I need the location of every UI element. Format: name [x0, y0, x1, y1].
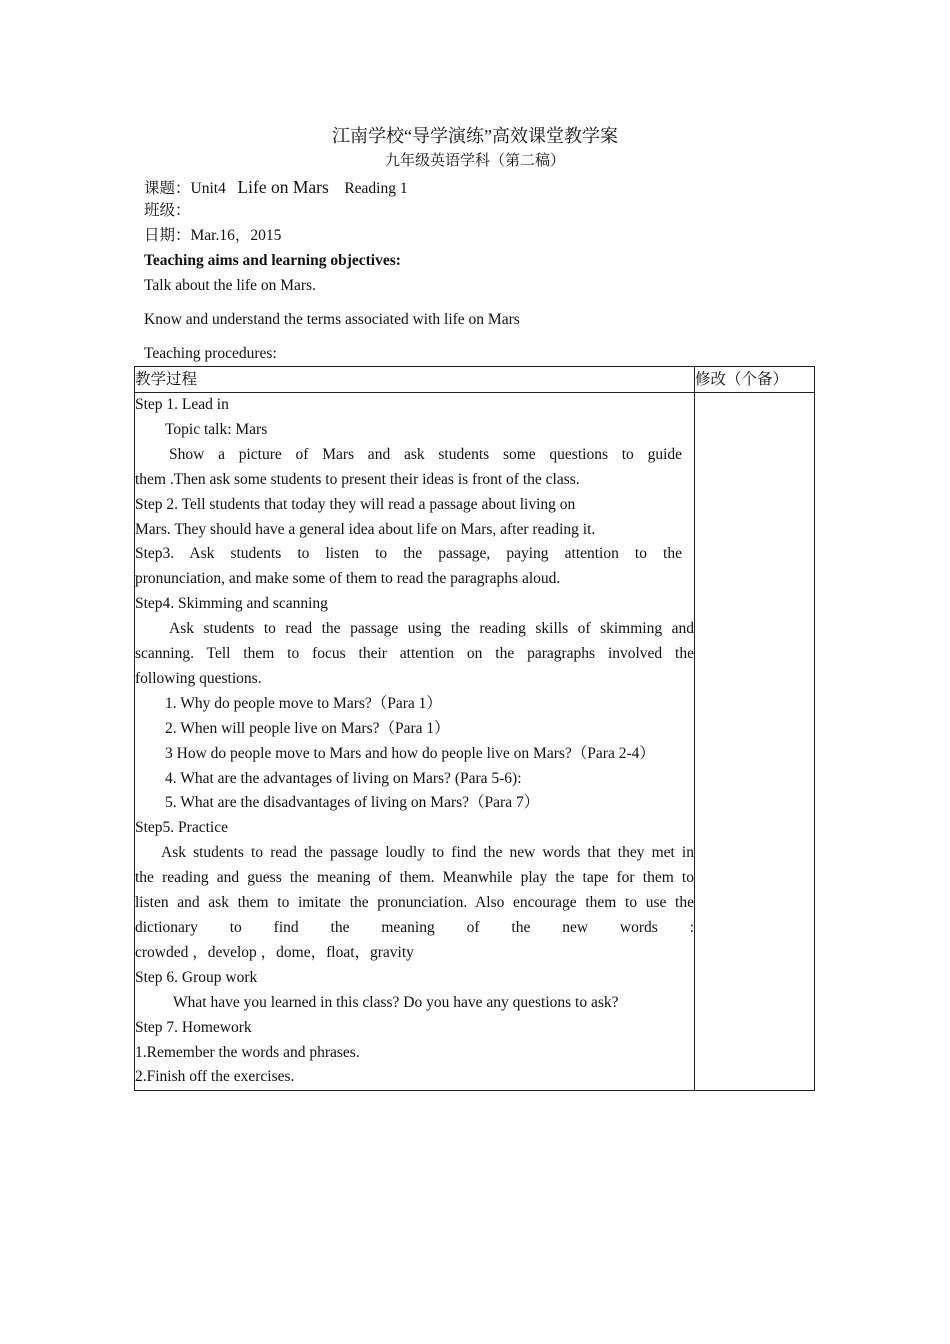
- topic-unit: Unit4: [190, 180, 226, 197]
- step5-line-b: the reading and guess the meaning of them. Meanwhile play the tape for them to: [135, 869, 694, 887]
- topic-name: Life on Mars: [237, 177, 329, 197]
- aims-line-1: Talk about the life on Mars.: [144, 277, 316, 294]
- col-process-header: 教学过程: [135, 367, 695, 393]
- step5-line-e: crowded ，develop ，dome，float，gravity: [135, 943, 414, 961]
- step6-line-a: What have you learned in this class? Do you have any questions to ask?: [173, 993, 619, 1011]
- homework-1: 1.Remember the words and phrases.: [135, 1043, 360, 1061]
- step3-line-b: pronunciation, and make some of them to read the paragraphs aloud.: [135, 570, 561, 588]
- step4-line-a: Ask students to read the passage using the reading skills of skimming and: [169, 620, 694, 638]
- col-revise-header: 修改（个备）: [695, 367, 815, 393]
- aims-line-2: Know and understand the terms associated with life on Mars: [144, 311, 520, 328]
- step4-line-b: scanning. Tell them to focus their attention on the paragraphs involved the: [135, 645, 694, 663]
- topic-line: [144, 176, 408, 200]
- question-3: 3 How do people move to Mars and how do people live on Mars?（Para 2-4）: [165, 744, 655, 762]
- topic-label: 课题：: [144, 180, 191, 197]
- step5-line-a: Ask students to read the passage loudly to find the new words that they met in: [161, 844, 694, 862]
- step5-line-c: listen and ask them to imitate the pronunciation. Also encourage them to use the: [135, 894, 694, 912]
- step5-line-d: dictionary to find the meaning of the new words :: [135, 919, 694, 937]
- procedures-table: [134, 366, 815, 1091]
- page-subtitle: 九年级英语学科（第二稿）: [384, 153, 565, 169]
- question-2: 2. When will people live on Mars?（Para 1）: [165, 719, 450, 737]
- date-label: 日期：: [144, 227, 191, 244]
- class-label: 班级：: [144, 202, 191, 219]
- step1-title: Step 1. Lead in: [135, 396, 229, 413]
- date-value: Mar.16，2015: [190, 227, 282, 244]
- step4-line-c: following questions.: [135, 669, 262, 687]
- class-line: [144, 200, 191, 222]
- date-line: [144, 225, 281, 247]
- step5-title: Step5. Practice: [135, 819, 228, 837]
- page-title: 江南学校“导学演练”高效课堂教学案: [332, 126, 618, 146]
- step3-line-a: Step3. Ask students to listen to the passage, paying attention to the: [135, 545, 682, 563]
- question-4: 4. What are the advantages of living on Mars? (Para 5-6):: [165, 769, 522, 787]
- table-header-row: [135, 367, 815, 393]
- step1-topic: Topic talk: Mars: [165, 420, 268, 438]
- step4-title: Step4. Skimming and scanning: [135, 595, 328, 613]
- step6-title: Step 6. Group work: [135, 968, 258, 986]
- question-5: 5. What are the disadvantages of living on Mars?（Para 7）: [165, 794, 540, 812]
- step7-title: Step 7. Homework: [135, 1018, 252, 1036]
- step1-text-a: Show a picture of Mars and ask students some questions to guide: [169, 445, 682, 463]
- table-body-row: [135, 393, 815, 1091]
- procedures-label: Teaching procedures:: [144, 345, 277, 362]
- revise-cell: [695, 393, 815, 1091]
- aims-heading: Teaching aims and learning objectives:: [144, 252, 401, 269]
- step1-text-b: them .Then ask some students to present their ideas is front of the class.: [135, 470, 580, 488]
- question-1: 1. Why do people move to Mars?（Para 1）: [165, 694, 442, 712]
- homework-2: 2.Finish off the exercises.: [135, 1068, 295, 1086]
- step2-line-b: Mars. They should have a general idea about life on Mars, after reading it.: [135, 520, 596, 538]
- topic-part: Reading 1: [344, 180, 408, 197]
- step2-line-a: Step 2. Tell students that today they will read a passage about living on: [135, 495, 576, 513]
- process-cell: [135, 393, 695, 1091]
